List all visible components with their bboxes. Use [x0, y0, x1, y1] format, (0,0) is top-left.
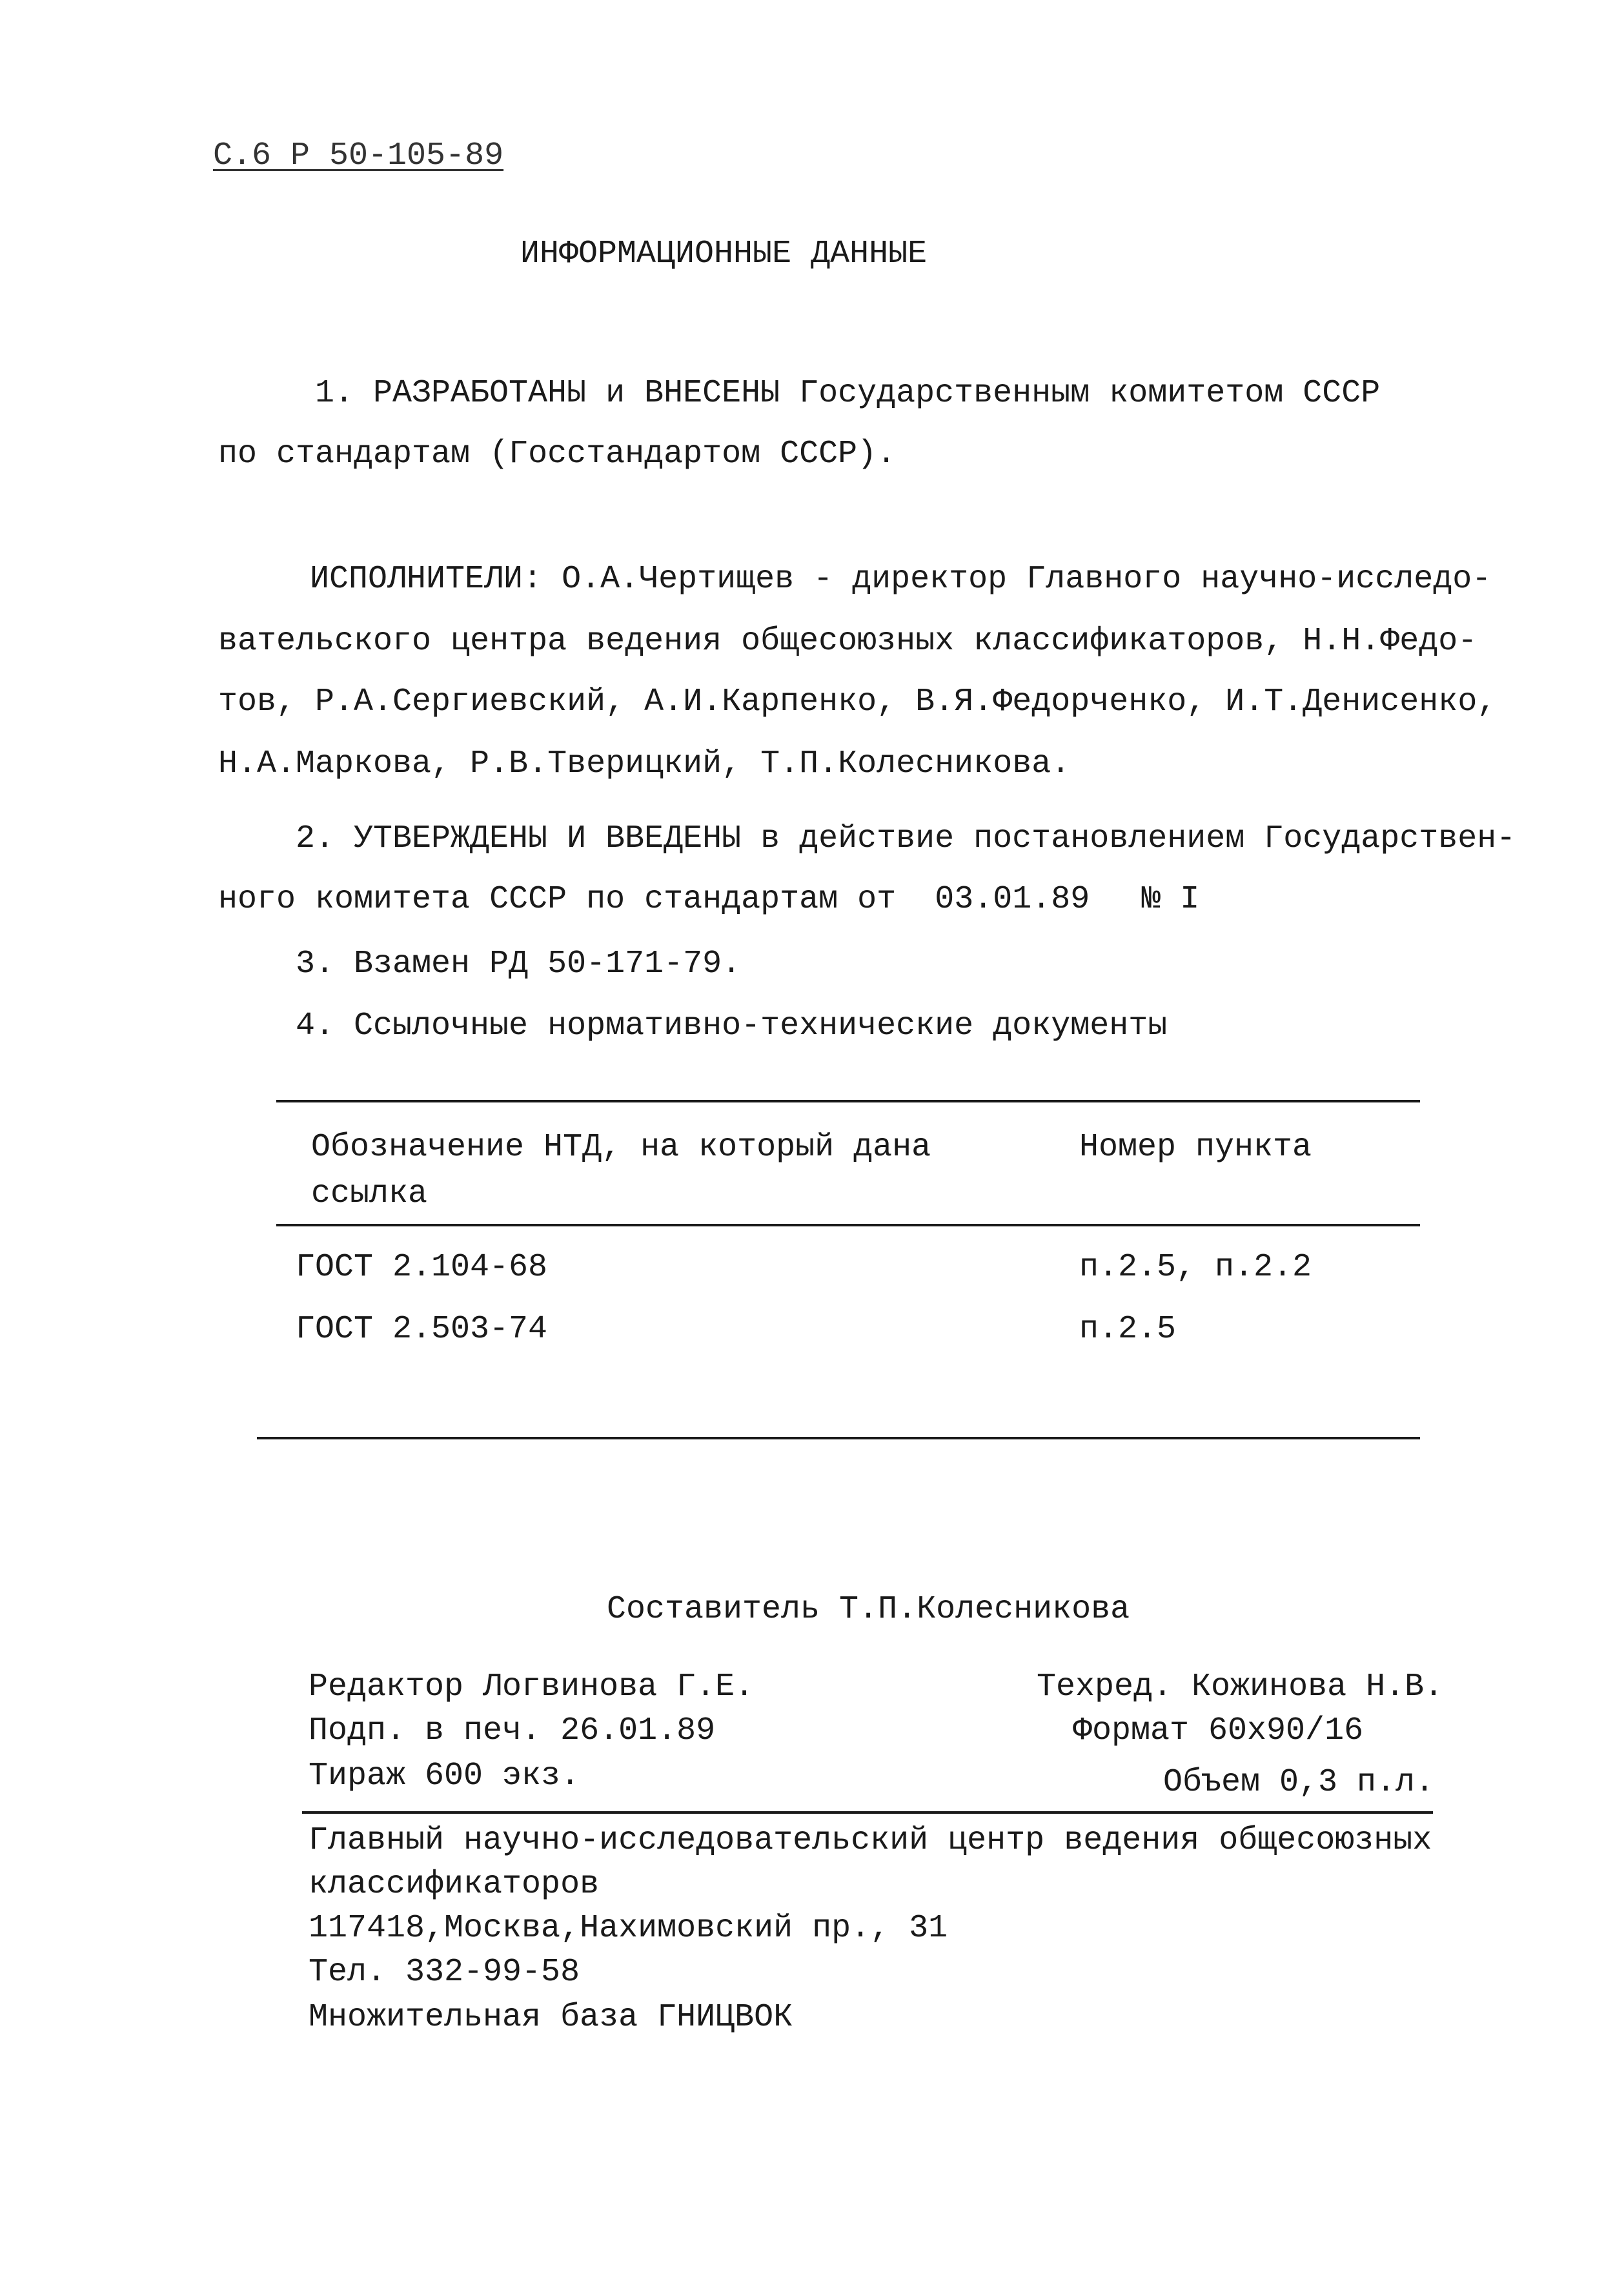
- section-1-line-2: по стандартам (Госстандартом СССР).: [218, 436, 897, 472]
- print-base: Множительная база ГНИЦВОК: [309, 1999, 793, 2036]
- format: Формат 60х90/16: [1073, 1712, 1364, 1749]
- approval-number: № I: [1141, 881, 1200, 918]
- table-row-2-doc: ГОСТ 2.503-74: [296, 1311, 548, 1348]
- publisher-line-1: Главный научно-исследовательский центр ведения общесоюзных: [309, 1822, 1432, 1859]
- table-top-rule: [276, 1100, 1420, 1102]
- table-bottom-rule: [257, 1437, 1420, 1439]
- editor: Редактор Логвинова Г.Е.: [309, 1669, 755, 1705]
- executors-line-1: ИСПОЛНИТЕЛИ: О.А.Чертищев - директор Главного научно-исследо-: [310, 561, 1492, 598]
- compiler: Составитель Т.П.Колесникова: [607, 1591, 1130, 1628]
- table-row-1-doc: ГОСТ 2.104-68: [296, 1249, 548, 1286]
- table-row-1-item: п.2.5, п.2.2: [1079, 1249, 1312, 1286]
- table-row-2-item: п.2.5: [1079, 1311, 1177, 1348]
- executors-line-4: Н.А.Маркова, Р.В.Тверицкий, Т.П.Колесникова.: [218, 746, 1071, 782]
- page-title: ИНФОРМАЦИОННЫЕ ДАННЫЕ: [520, 236, 928, 272]
- tech-editor: Техред. Кожинова Н.В.: [1037, 1669, 1444, 1705]
- document-code: С.6 Р 50-105-89: [213, 137, 504, 174]
- table-header-item: Номер пункта: [1079, 1129, 1312, 1166]
- executors-line-2: вательского центра ведения общесоюзных классификаторов, Н.Н.Федо-: [218, 623, 1477, 660]
- volume: Объем 0,3 п.л.: [1163, 1764, 1435, 1801]
- section-2-line-1: 2. УТВЕРЖДЕНЫ И ВВЕДЕНЫ в действие постановлением Государствен-: [296, 820, 1516, 857]
- publisher-phone: Тел. 332-99-58: [309, 1954, 580, 1991]
- section-2-line-2: [218, 879, 1199, 920]
- section-4: 4. Ссылочные нормативно-технические документы: [296, 1008, 1168, 1044]
- signed-to-print: Подп. в печ. 26.01.89: [309, 1712, 716, 1749]
- approval-date: 03.01.89: [935, 881, 1090, 918]
- section-1-line-1: 1. РАЗРАБОТАНЫ и ВНЕСЕНЫ Государственным комитетом СССР: [315, 375, 1381, 412]
- publisher-address: 117418,Москва,Нахимовский пр., 31: [309, 1910, 948, 1947]
- publisher-line-2: классификаторов: [309, 1866, 600, 1903]
- table-header-rule: [276, 1224, 1420, 1226]
- executors-line-3: тов, Р.А.Сергиевский, А.И.Карпенко, В.Я.Федорченко, И.Т.Денисенко,: [218, 684, 1497, 720]
- section-3: 3. Взамен РД 50-171-79.: [296, 946, 742, 982]
- table-header-doc-line-1: Обозначение НТД, на который дана: [311, 1129, 931, 1166]
- table-header-doc-line-2: ссылка: [311, 1175, 428, 1212]
- colophon-rule: [302, 1811, 1433, 1814]
- section-2-text: ного комитета СССР по стандартам от: [218, 881, 897, 918]
- circulation: Тираж 600 экз.: [309, 1758, 580, 1794]
